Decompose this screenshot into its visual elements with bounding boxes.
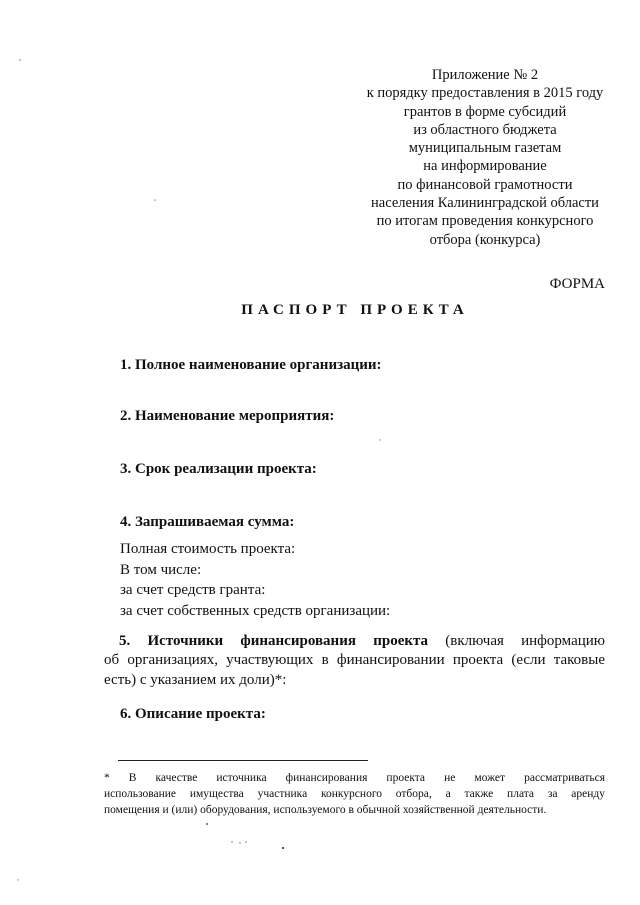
footnote-divider [118,760,368,761]
amount-items [120,539,390,621]
amount-item: за счет средств гранта: [120,582,266,598]
funding-sources-line3: есть) с указанием их доли)*: [104,672,287,688]
funding-sources-line2: об организациях, участвующих в финансировании проекта (если таковые [104,652,605,668]
amount-item: за счет собственных средств организации: [120,602,391,619]
footnote-line: * В качестве источника финансирования проекта не может рассматриваться [104,772,605,784]
appendix-line: по финансовой грамотности [397,176,573,193]
form-label: ФОРМА [549,276,605,292]
appendix-line: грантов в форме субсидий [403,103,567,120]
section-project-term: 3. Срок реализации проекта: [120,461,317,477]
funding-sources-text: (включая информацию [428,633,605,649]
document-title: ПАСПОРТ ПРОЕКТА [241,302,469,318]
appendix-line: по итогам проведения конкурсного [376,213,594,230]
footnote-line: использование имущества участника конкурсного отбора, а также плата за аренду [104,788,605,800]
amount-item: Полная стоимость проекта: [120,541,296,557]
section-requested-amount: 4. Запрашиваемая сумма: [120,514,295,530]
section-event-name: 2. Наименование мероприятия: [120,408,335,424]
appendix-line: муниципальным газетам [408,140,562,157]
funding-sources-heading: 5. Источники финансирования проекта [119,633,429,649]
footnote [104,770,605,818]
appendix-line: населения Калининградской области [371,195,599,212]
appendix-line: из областного бюджета [413,121,557,138]
amount-item: В том числе: [120,561,202,578]
appendix-header [330,66,640,249]
appendix-line: на информирование [423,158,547,175]
section-project-description: 6. Описание проекта: [120,706,266,722]
appendix-line: к порядку предоставления в 2015 году [366,85,604,102]
section-organization-name: 1. Полное наименование организации: [120,357,382,373]
section-funding-sources [119,632,605,652]
footnote-line: помещения и (или) оборудования, используемого в обычной хозяйственной деятельности. [104,804,547,816]
appendix-line: Приложение № 2 [431,67,539,83]
appendix-line: отбора (конкурса) [429,231,541,248]
